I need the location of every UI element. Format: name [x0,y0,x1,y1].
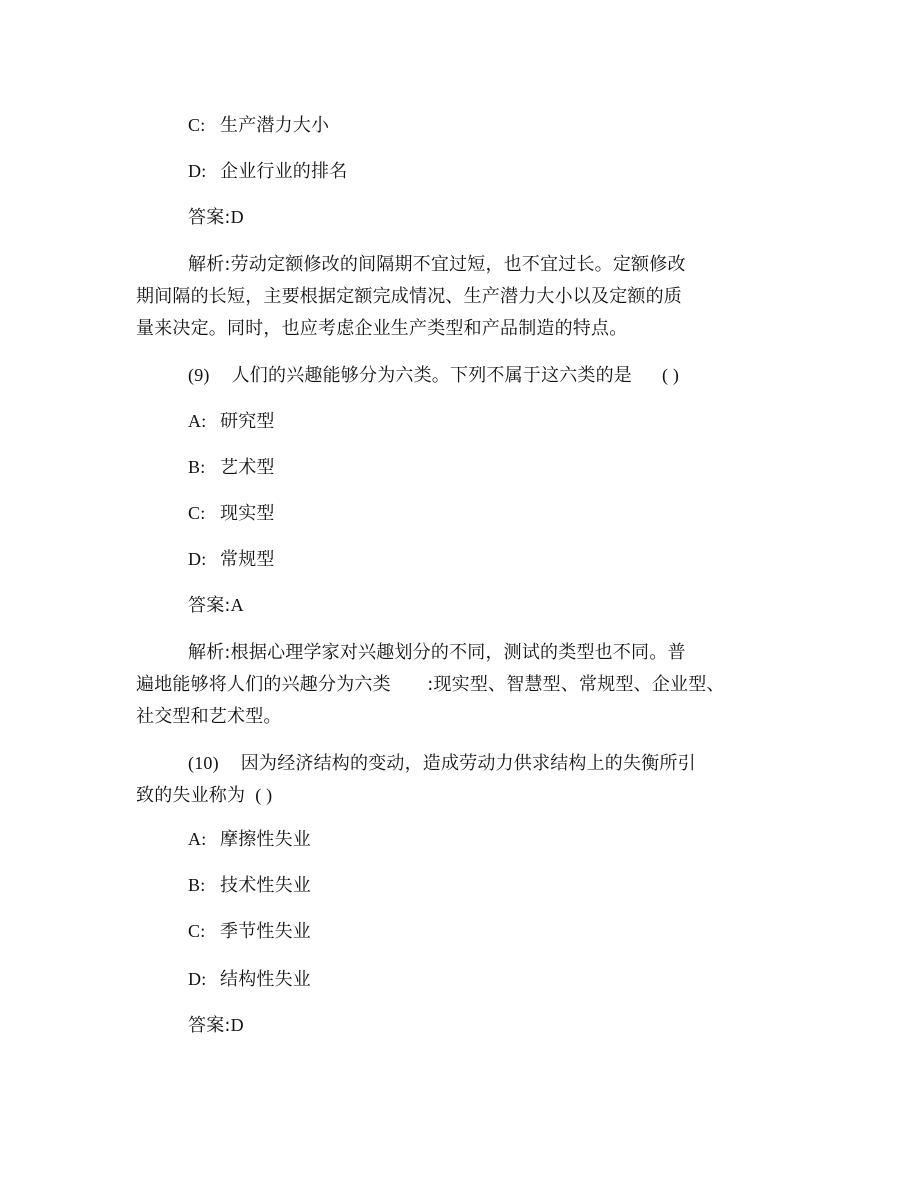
option-text: 技术性失业 [220,875,311,896]
option-text: 常规型 [220,549,275,570]
option-d [188,968,311,991]
question-text: 因为经济结构的变动，造成劳动力供求结构上的失衡所引 [240,753,696,774]
option-label: C: [188,115,206,135]
option-text: 摩擦性失业 [220,829,311,850]
option-b [188,874,311,897]
option-label: D: [188,549,207,569]
option-text: 企业行业的排名 [220,161,348,182]
option-d [188,548,275,571]
analysis-line: 解析:根据心理学家对兴趣划分的不同，测试的类型也不同。普 [188,642,686,663]
analysis-line: 解析:劳动定额修改的间隔期不宜过短，也不宜过长。定额修改 [188,254,686,275]
option-label: C: [188,921,206,941]
option-label: A: [188,829,207,849]
option-label: D: [188,969,207,989]
option-label: B: [188,457,206,477]
option-d [188,160,347,183]
option-c [188,502,275,525]
analysis-line: 期间隔的长短，主要根据定额完成情况、生产潜力大小以及定额的质 [136,286,682,307]
question-text: 致的失业称为 [136,785,246,806]
analysis-line: 量来决定。同时，也应考虑企业生产类型和产品制造的特点。 [136,318,628,339]
option-label: B: [188,875,206,895]
answer [188,1014,244,1037]
option-label: D: [188,161,207,181]
option-a [188,410,275,433]
question-stem-continued [136,784,272,807]
question-text: 人们的兴趣能够分为六类。下列不属于这六类的是 [231,365,632,386]
question-stem [188,752,696,775]
option-a [188,828,311,851]
option-text: 艺术型 [220,457,275,478]
question-number: (9) [188,365,210,385]
answer-paren: ( ) [662,365,680,385]
question-number: (10) [188,753,219,773]
answer-prefix: 答案: [188,207,231,228]
option-label: A: [188,411,207,431]
answer-prefix: 答案: [188,1015,231,1036]
option-label: C: [188,503,206,523]
analysis-line: 社交型和艺术型。 [136,706,282,727]
option-text: 季节性失业 [220,921,311,942]
option-text: 生产潜力大小 [220,115,330,136]
option-c [188,114,329,137]
option-b [188,456,275,479]
question-stem [188,364,679,387]
analysis-line: 遍地能够将人们的兴趣分为六类 :现实型、智慧型、常规型、企业型、 [136,674,725,695]
answer-value: D [230,1015,244,1035]
option-text: 现实型 [220,503,275,524]
option-text: 研究型 [220,411,275,432]
answer-paren: ( ) [255,785,273,805]
option-c [188,920,311,943]
answer [188,594,244,617]
option-text: 结构性失业 [220,969,311,990]
answer-value: A [230,595,244,615]
answer [188,206,244,229]
answer-prefix: 答案: [188,595,231,616]
answer-value: D [230,207,244,227]
